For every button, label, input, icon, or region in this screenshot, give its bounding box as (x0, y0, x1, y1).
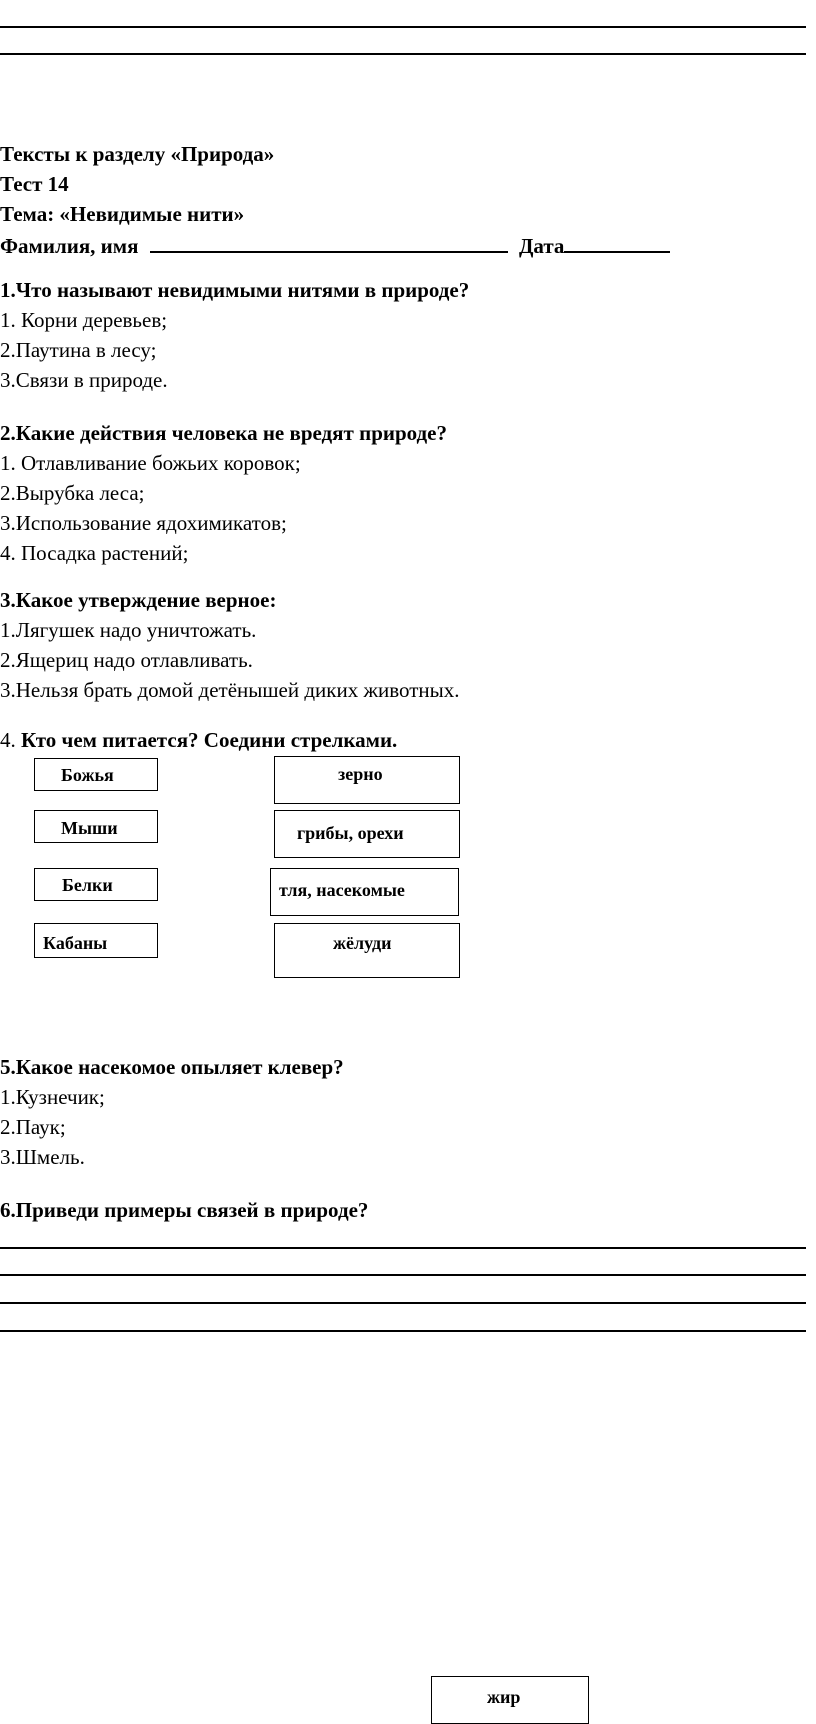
top-rule-1 (0, 26, 806, 28)
q5-question: 5.Какое насекомое опыляет клевер? (0, 1055, 344, 1079)
q3-option: 3.Нельзя брать домой детёнышей диких животных. (0, 678, 460, 702)
q1-option: 3.Связи в природе. (0, 368, 168, 392)
q2-option: 4. Посадка растений; (0, 541, 189, 565)
q2-option: 3.Использование ядохимикатов; (0, 511, 287, 535)
q5-option: 2.Паук; (0, 1115, 66, 1139)
food-box[interactable]: грибы, орехи (274, 810, 460, 858)
name-field[interactable] (150, 229, 508, 253)
q4-question (0, 725, 397, 755)
animal-box[interactable]: Белки (34, 868, 158, 901)
section-title: Тексты к разделу «Природа» (0, 142, 275, 166)
date-label: Дата (518, 234, 565, 258)
answer-line[interactable] (0, 1274, 806, 1276)
food-box[interactable]: жёлуди (274, 923, 460, 978)
date-field[interactable] (564, 229, 670, 253)
answer-line[interactable] (0, 1247, 806, 1249)
food-box[interactable]: тля, насекомые (270, 868, 459, 916)
q6-question: 6.Приведи примеры связей в природе? (0, 1198, 369, 1222)
animal-box[interactable]: Божья (34, 758, 158, 791)
name-label: Фамилия, имя (0, 234, 139, 258)
animal-box[interactable]: Мыши (34, 810, 158, 843)
answer-line[interactable] (0, 1302, 806, 1304)
q5-option: 1.Кузнечик; (0, 1085, 105, 1109)
food-box-extra[interactable]: жир (431, 1676, 589, 1724)
q1-option: 1. Корни деревьев; (0, 308, 168, 332)
q5-option: 3.Шмель. (0, 1145, 85, 1169)
name-date-line (0, 229, 670, 261)
q3-question: 3.Какое утверждение верное: (0, 588, 277, 612)
top-rule-2 (0, 53, 806, 55)
q1-option: 2.Паутина в лесу; (0, 338, 157, 362)
q2-question: 2.Какие действия человека не вредят природе? (0, 421, 447, 445)
q2-option: 1. Отлавливание божьих коровок; (0, 451, 301, 475)
q2-option: 2.Вырубка леса; (0, 481, 145, 505)
q1-question: 1.Что называют невидимыми нитями в природе? (0, 278, 470, 302)
q3-option: 1.Лягушек надо уничтожать. (0, 618, 257, 642)
q4-number: 4. (0, 728, 16, 752)
answer-line[interactable] (0, 1330, 806, 1332)
q3-option: 2.Ящериц надо отлавливать. (0, 648, 253, 672)
animal-box[interactable]: Кабаны (34, 923, 158, 958)
topic-line: Тема: «Невидимые нити» (0, 202, 245, 226)
test-number: Тест 14 (0, 172, 69, 196)
q4-text: Кто чем питается? Соедини стрелками. (21, 728, 398, 752)
food-box[interactable]: зерно (274, 756, 460, 804)
